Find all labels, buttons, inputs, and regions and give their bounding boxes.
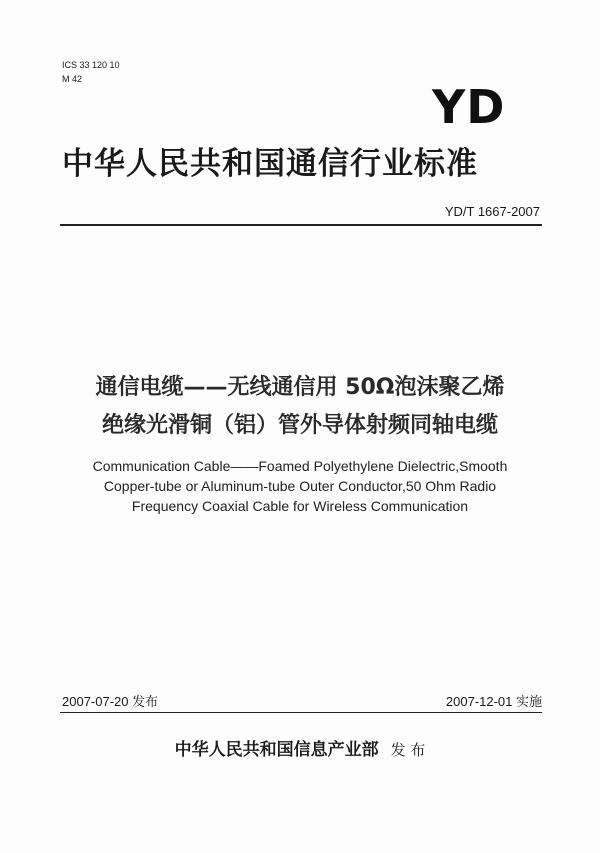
publisher-name: 中华人民共和国信息产业部 (174, 740, 379, 760)
ics-code: ICS 33 120 10 (62, 60, 120, 70)
publish-verb: 发 布 (390, 741, 426, 759)
classification-codes (62, 58, 120, 86)
english-title (0, 456, 600, 516)
english-title-line-1: Communication Cable——Foamed Polyethylene Dielectric,Smooth (92, 458, 508, 474)
top-divider (60, 224, 542, 226)
implementation-date: 2007-12-01 实施 (445, 694, 542, 709)
standard-type-title: 中华人民共和国通信行业标准 (62, 146, 478, 182)
chinese-title-line-1: 通信电缆——无线通信用 50Ω泡沫聚乙烯 (95, 375, 505, 400)
publisher-line (0, 735, 600, 760)
yd-logo: YD (432, 80, 506, 134)
issue-date: 2007-07-20 发布 (62, 694, 159, 709)
bottom-divider (60, 712, 542, 713)
english-title-line-3: Frequency Coaxial Cable for Wireless Communication (131, 498, 469, 514)
ccs-code: M 42 (62, 74, 83, 84)
english-title-line-2: Copper-tube or Aluminum-tube Outer Conductor,50 Ohm Radio (103, 478, 497, 494)
standard-number: YD/T 1667-2007 (444, 204, 540, 219)
chinese-title-line-2: 绝缘光滑铜（铝）管外导体射频同轴电缆 (101, 413, 498, 438)
